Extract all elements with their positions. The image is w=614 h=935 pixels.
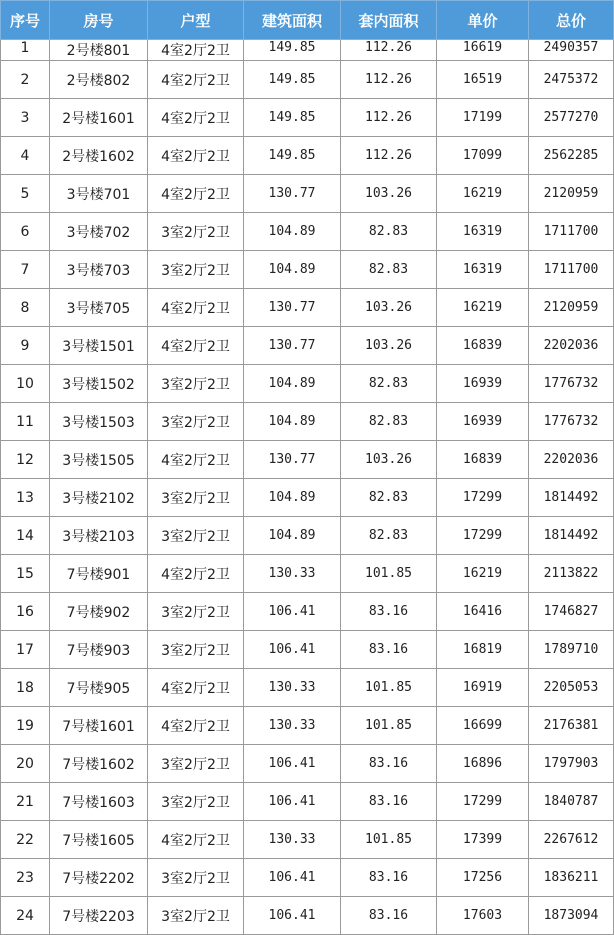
cell-index: 4 bbox=[1, 137, 50, 175]
cell-layout: 4室2厅2卫 bbox=[148, 289, 244, 327]
cell-gross-area: 149.85 bbox=[244, 137, 341, 175]
cell-unit-number: 3号楼701 bbox=[50, 175, 148, 213]
cell-index: 20 bbox=[1, 745, 50, 783]
cell-unit-number: 7号楼1603 bbox=[50, 783, 148, 821]
table-row bbox=[1, 403, 614, 441]
cell-unit-number: 3号楼2103 bbox=[50, 517, 148, 555]
cell-net-area: 83.16 bbox=[341, 897, 437, 935]
cell-total-price: 2205053 bbox=[529, 669, 614, 707]
cell-unit-price: 16319 bbox=[437, 251, 529, 289]
cell-unit-number: 7号楼1602 bbox=[50, 745, 148, 783]
cell-total-price: 2120959 bbox=[529, 289, 614, 327]
cell-layout: 4室2厅2卫 bbox=[148, 669, 244, 707]
cell-unit-price: 17299 bbox=[437, 783, 529, 821]
cell-unit-number: 2号楼802 bbox=[50, 61, 148, 99]
cell-total-price: 1797903 bbox=[529, 745, 614, 783]
cell-unit-number: 7号楼901 bbox=[50, 555, 148, 593]
cell-layout: 4室2厅2卫 bbox=[148, 40, 244, 61]
cell-unit-price: 17299 bbox=[437, 479, 529, 517]
cell-layout: 4室2厅2卫 bbox=[148, 137, 244, 175]
cell-unit-price: 16839 bbox=[437, 441, 529, 479]
cell-index: 5 bbox=[1, 175, 50, 213]
cell-total-price: 1840787 bbox=[529, 783, 614, 821]
cell-net-area: 112.26 bbox=[341, 99, 437, 137]
cell-total-price: 1814492 bbox=[529, 479, 614, 517]
cell-total-price: 1711700 bbox=[529, 213, 614, 251]
cell-total-price: 1776732 bbox=[529, 403, 614, 441]
table-row bbox=[1, 593, 614, 631]
cell-unit-price: 16219 bbox=[437, 289, 529, 327]
cell-total-price: 2120959 bbox=[529, 175, 614, 213]
cell-layout: 4室2厅2卫 bbox=[148, 175, 244, 213]
cell-layout: 3室2厅2卫 bbox=[148, 479, 244, 517]
cell-index: 1 bbox=[1, 40, 50, 61]
cell-unit-price: 17299 bbox=[437, 517, 529, 555]
cell-gross-area: 104.89 bbox=[244, 213, 341, 251]
cell-net-area: 82.83 bbox=[341, 403, 437, 441]
cell-net-area: 101.85 bbox=[341, 821, 437, 859]
cell-gross-area: 130.33 bbox=[244, 669, 341, 707]
cell-total-price: 1789710 bbox=[529, 631, 614, 669]
cell-index: 14 bbox=[1, 517, 50, 555]
cell-net-area: 101.85 bbox=[341, 555, 437, 593]
header-layout: 户型 bbox=[148, 1, 244, 40]
cell-total-price: 1814492 bbox=[529, 517, 614, 555]
cell-total-price: 1873094 bbox=[529, 897, 614, 935]
cell-total-price: 2475372 bbox=[529, 61, 614, 99]
table-row bbox=[1, 479, 614, 517]
cell-gross-area: 106.41 bbox=[244, 783, 341, 821]
cell-unit-price: 16839 bbox=[437, 327, 529, 365]
cell-unit-price: 16519 bbox=[437, 61, 529, 99]
cell-net-area: 83.16 bbox=[341, 745, 437, 783]
cell-total-price: 2562285 bbox=[529, 137, 614, 175]
cell-unit-price: 16939 bbox=[437, 403, 529, 441]
cell-unit-price: 16619 bbox=[437, 40, 529, 61]
table-row bbox=[1, 251, 614, 289]
header-gross-area: 建筑面积 bbox=[244, 1, 341, 40]
cell-unit-number: 7号楼905 bbox=[50, 669, 148, 707]
cell-index: 17 bbox=[1, 631, 50, 669]
cell-gross-area: 106.41 bbox=[244, 897, 341, 935]
cell-unit-number: 7号楼1605 bbox=[50, 821, 148, 859]
cell-net-area: 83.16 bbox=[341, 631, 437, 669]
table-row bbox=[1, 517, 614, 555]
table-row bbox=[1, 821, 614, 859]
cell-gross-area: 106.41 bbox=[244, 593, 341, 631]
cell-total-price: 2176381 bbox=[529, 707, 614, 745]
cell-unit-number: 7号楼2202 bbox=[50, 859, 148, 897]
cell-net-area: 101.85 bbox=[341, 707, 437, 745]
header-total-price: 总价 bbox=[529, 1, 614, 40]
cell-gross-area: 106.41 bbox=[244, 631, 341, 669]
cell-gross-area: 130.77 bbox=[244, 441, 341, 479]
cell-layout: 3室2厅2卫 bbox=[148, 403, 244, 441]
cell-unit-price: 16319 bbox=[437, 213, 529, 251]
table-row bbox=[1, 555, 614, 593]
cell-unit-price: 16219 bbox=[437, 555, 529, 593]
cell-index: 12 bbox=[1, 441, 50, 479]
cell-net-area: 82.83 bbox=[341, 479, 437, 517]
table-row bbox=[1, 631, 614, 669]
cell-layout: 4室2厅2卫 bbox=[148, 441, 244, 479]
table-row bbox=[1, 99, 614, 137]
cell-unit-number: 3号楼1503 bbox=[50, 403, 148, 441]
cell-gross-area: 104.89 bbox=[244, 365, 341, 403]
cell-net-area: 83.16 bbox=[341, 859, 437, 897]
cell-unit-number: 3号楼2102 bbox=[50, 479, 148, 517]
cell-index: 10 bbox=[1, 365, 50, 403]
table-header bbox=[1, 1, 614, 40]
table-row bbox=[1, 707, 614, 745]
cell-unit-number: 3号楼702 bbox=[50, 213, 148, 251]
table-row bbox=[1, 745, 614, 783]
cell-total-price: 1746827 bbox=[529, 593, 614, 631]
table-row bbox=[1, 137, 614, 175]
cell-gross-area: 130.77 bbox=[244, 327, 341, 365]
cell-unit-price: 16819 bbox=[437, 631, 529, 669]
table-row bbox=[1, 213, 614, 251]
table-row bbox=[1, 859, 614, 897]
cell-net-area: 82.83 bbox=[341, 365, 437, 403]
cell-gross-area: 130.33 bbox=[244, 821, 341, 859]
cell-unit-number: 2号楼1601 bbox=[50, 99, 148, 137]
cell-net-area: 112.26 bbox=[341, 61, 437, 99]
cell-index: 13 bbox=[1, 479, 50, 517]
cell-net-area: 101.85 bbox=[341, 669, 437, 707]
cell-total-price: 2202036 bbox=[529, 327, 614, 365]
cell-gross-area: 130.77 bbox=[244, 175, 341, 213]
cell-unit-price: 16919 bbox=[437, 669, 529, 707]
cell-net-area: 83.16 bbox=[341, 593, 437, 631]
table-body bbox=[1, 40, 614, 935]
cell-net-area: 103.26 bbox=[341, 175, 437, 213]
cell-net-area: 82.83 bbox=[341, 251, 437, 289]
cell-layout: 4室2厅2卫 bbox=[148, 707, 244, 745]
cell-unit-number: 3号楼705 bbox=[50, 289, 148, 327]
cell-index: 24 bbox=[1, 897, 50, 935]
cell-layout: 3室2厅2卫 bbox=[148, 859, 244, 897]
cell-gross-area: 130.33 bbox=[244, 707, 341, 745]
cell-unit-number: 3号楼1505 bbox=[50, 441, 148, 479]
cell-layout: 3室2厅2卫 bbox=[148, 213, 244, 251]
cell-net-area: 103.26 bbox=[341, 289, 437, 327]
cell-index: 6 bbox=[1, 213, 50, 251]
table-row bbox=[1, 669, 614, 707]
cell-unit-price: 17603 bbox=[437, 897, 529, 935]
cell-unit-number: 3号楼1502 bbox=[50, 365, 148, 403]
cell-unit-price: 17199 bbox=[437, 99, 529, 137]
header-unit-price: 单价 bbox=[437, 1, 529, 40]
cell-net-area: 112.26 bbox=[341, 40, 437, 61]
cell-unit-price: 16219 bbox=[437, 175, 529, 213]
cell-index: 16 bbox=[1, 593, 50, 631]
cell-layout: 4室2厅2卫 bbox=[148, 327, 244, 365]
cell-unit-number: 2号楼801 bbox=[50, 40, 148, 61]
cell-unit-number: 3号楼703 bbox=[50, 251, 148, 289]
cell-gross-area: 104.89 bbox=[244, 403, 341, 441]
cell-gross-area: 149.85 bbox=[244, 40, 341, 61]
cell-gross-area: 106.41 bbox=[244, 859, 341, 897]
cell-gross-area: 106.41 bbox=[244, 745, 341, 783]
cell-unit-number: 7号楼902 bbox=[50, 593, 148, 631]
table-row bbox=[1, 175, 614, 213]
cell-index: 9 bbox=[1, 327, 50, 365]
cell-index: 2 bbox=[1, 61, 50, 99]
cell-gross-area: 149.85 bbox=[244, 61, 341, 99]
cell-unit-number: 7号楼2203 bbox=[50, 897, 148, 935]
header-row bbox=[1, 1, 614, 40]
cell-index: 8 bbox=[1, 289, 50, 327]
cell-index: 22 bbox=[1, 821, 50, 859]
header-net-area: 套内面积 bbox=[341, 1, 437, 40]
cell-net-area: 82.83 bbox=[341, 213, 437, 251]
cell-layout: 3室2厅2卫 bbox=[148, 517, 244, 555]
cell-net-area: 112.26 bbox=[341, 137, 437, 175]
cell-unit-number: 3号楼1501 bbox=[50, 327, 148, 365]
cell-gross-area: 130.77 bbox=[244, 289, 341, 327]
cell-layout: 3室2厅2卫 bbox=[148, 745, 244, 783]
table-row bbox=[1, 40, 614, 61]
table-row bbox=[1, 289, 614, 327]
cell-unit-price: 17256 bbox=[437, 859, 529, 897]
header-index: 序号 bbox=[1, 1, 50, 40]
table-row bbox=[1, 61, 614, 99]
table-row bbox=[1, 327, 614, 365]
cell-index: 15 bbox=[1, 555, 50, 593]
cell-net-area: 103.26 bbox=[341, 441, 437, 479]
table-row bbox=[1, 783, 614, 821]
cell-total-price: 1711700 bbox=[529, 251, 614, 289]
cell-total-price: 1776732 bbox=[529, 365, 614, 403]
table-row bbox=[1, 897, 614, 935]
cell-gross-area: 104.89 bbox=[244, 251, 341, 289]
cell-index: 23 bbox=[1, 859, 50, 897]
cell-index: 3 bbox=[1, 99, 50, 137]
cell-unit-price: 17399 bbox=[437, 821, 529, 859]
cell-layout: 3室2厅2卫 bbox=[148, 783, 244, 821]
cell-layout: 4室2厅2卫 bbox=[148, 99, 244, 137]
table-row bbox=[1, 441, 614, 479]
cell-unit-number: 2号楼1602 bbox=[50, 137, 148, 175]
cell-index: 11 bbox=[1, 403, 50, 441]
cell-net-area: 103.26 bbox=[341, 327, 437, 365]
cell-total-price: 2490357 bbox=[529, 40, 614, 61]
cell-index: 18 bbox=[1, 669, 50, 707]
cell-net-area: 83.16 bbox=[341, 783, 437, 821]
cell-unit-price: 16939 bbox=[437, 365, 529, 403]
cell-total-price: 2113822 bbox=[529, 555, 614, 593]
cell-unit-number: 7号楼903 bbox=[50, 631, 148, 669]
cell-layout: 4室2厅2卫 bbox=[148, 61, 244, 99]
cell-gross-area: 104.89 bbox=[244, 517, 341, 555]
cell-total-price: 1836211 bbox=[529, 859, 614, 897]
cell-layout: 3室2厅2卫 bbox=[148, 631, 244, 669]
cell-gross-area: 149.85 bbox=[244, 99, 341, 137]
cell-unit-price: 17099 bbox=[437, 137, 529, 175]
table-row bbox=[1, 365, 614, 403]
cell-gross-area: 104.89 bbox=[244, 479, 341, 517]
cell-net-area: 82.83 bbox=[341, 517, 437, 555]
header-unit-number: 房号 bbox=[50, 1, 148, 40]
cell-index: 7 bbox=[1, 251, 50, 289]
cell-unit-price: 16896 bbox=[437, 745, 529, 783]
cell-index: 21 bbox=[1, 783, 50, 821]
cell-layout: 3室2厅2卫 bbox=[148, 593, 244, 631]
cell-unit-price: 16416 bbox=[437, 593, 529, 631]
cell-total-price: 2202036 bbox=[529, 441, 614, 479]
cell-unit-price: 16699 bbox=[437, 707, 529, 745]
cell-layout: 4室2厅2卫 bbox=[148, 555, 244, 593]
cell-unit-number: 7号楼1601 bbox=[50, 707, 148, 745]
cell-layout: 3室2厅2卫 bbox=[148, 897, 244, 935]
cell-total-price: 2267612 bbox=[529, 821, 614, 859]
cell-gross-area: 130.33 bbox=[244, 555, 341, 593]
cell-layout: 4室2厅2卫 bbox=[148, 821, 244, 859]
cell-index: 19 bbox=[1, 707, 50, 745]
cell-layout: 3室2厅2卫 bbox=[148, 251, 244, 289]
cell-total-price: 2577270 bbox=[529, 99, 614, 137]
cell-layout: 3室2厅2卫 bbox=[148, 365, 244, 403]
